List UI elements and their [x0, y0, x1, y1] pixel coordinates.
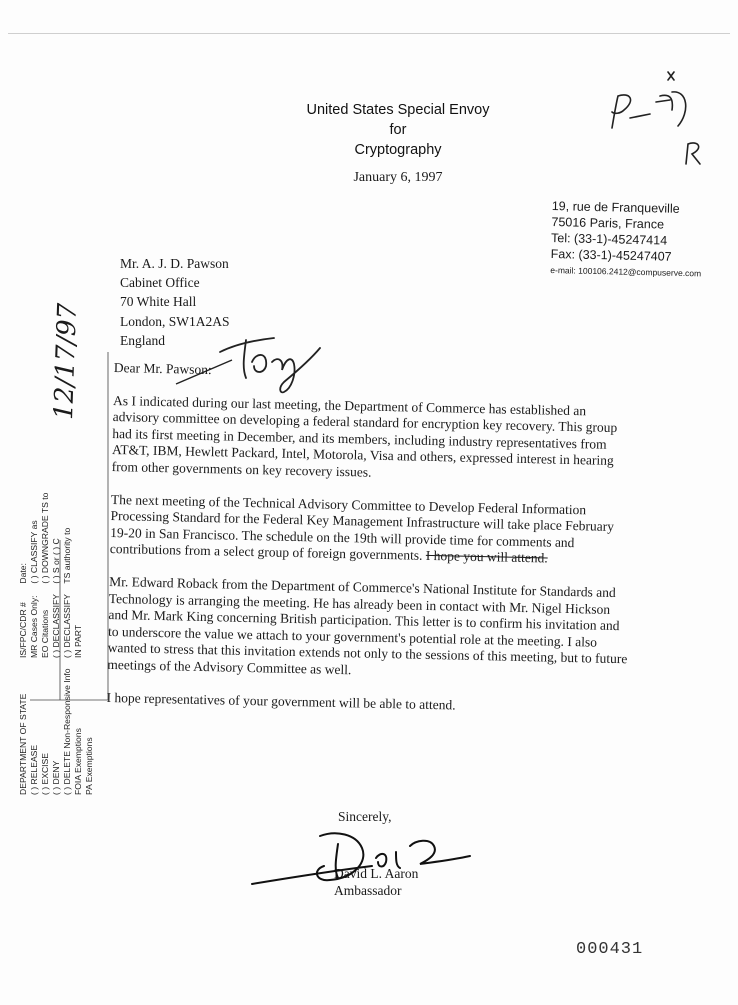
paragraph-4: I hope representatives of your government will be able to attend.: [106, 689, 456, 713]
stamp-pa: PA Exemptions: [84, 737, 94, 795]
stamp-deny: ( ) DENY: [51, 760, 61, 795]
sender-fax: Fax: (33-1)-45247407: [550, 246, 672, 264]
paragraph-2-text: The next meeting of the Technical Advisory Committee to Develop Federal Information Processing Standard for the Federal Key Management Infrastructure will take place February 19-20 in San Francisco. The schedule on the 19th will provide time for comments and contributions from a select group of foreign governments.: [109, 491, 615, 564]
stamp-declassify: ( ) DECLASSIFY: [51, 594, 61, 659]
recipient-block: [120, 254, 230, 350]
stamp-excise: ( ) EXCISE: [40, 752, 50, 795]
salutation: Dear Mr. Pawson:: [113, 360, 212, 378]
recipient-org: Cabinet Office: [120, 275, 200, 291]
letter-date: January 6, 1997: [353, 170, 443, 185]
stamp-s-or-c: ( ) S or ( ) C: [51, 538, 61, 584]
stamp-declassify-part: ( ) DECLASSIFY: [62, 594, 72, 659]
paragraph-1: As I indicated during our last meeting, the Department of Commerce has established an advisory committee on developing a federal standard for encryption key recovery. This group had its first meeting in December, and its members, including industry representatives from AT&T, IBM, Hewlett Packard, Intel, Motorola, Visa and others, expressed interest in hearing from other governments on key recovery issues.: [111, 392, 618, 480]
handwritten-date-text: 12/17/97: [49, 302, 84, 421]
recipient-street: 70 White Hall: [120, 294, 197, 310]
letterhead-line-1: United States Special Envoy: [306, 102, 490, 118]
recipient-country: England: [120, 332, 165, 348]
stamp-in-part: IN PART: [73, 624, 83, 659]
sender-email: e-mail: 100106.2412@compuserve.com: [550, 264, 702, 279]
declassification-stamp: [18, 485, 95, 795]
stamp-col-1: [18, 668, 95, 795]
stamp-eo-citations: EO Citations: [40, 609, 50, 659]
paragraph-2: [110, 492, 631, 570]
sender-tel: Tel: (33-1)-45247414: [550, 230, 668, 248]
paragraph-3: Mr. Edward Roback from the Department of Commerce's National Institute for Standards and Technology is arranging the meeting. He has already been in contact with Mr. Nigel Hickson and Mr. Mark King concerning British participation. This letter is to confirm his invitation and to underscore the value we attach to your government's potential role at the meeting. I also wanted to stress that this invitation extends not only to the sessions of this meeting, but to future meetings of the Advisory Committee as well.: [107, 573, 628, 678]
handwritten-date: [49, 302, 83, 420]
signer-block: [334, 865, 418, 899]
sender-street: 19, rue de Franqueville: [551, 198, 680, 216]
letterhead-line-3: Cryptography: [354, 142, 442, 158]
stamp-col-3: [18, 493, 73, 584]
stamp-classify-as: ( ) CLASSIFY as: [29, 520, 39, 584]
stamp-agency: DEPARTMENT OF STATE: [18, 693, 28, 795]
stamp-ts-authority: TS authority to: [62, 527, 72, 584]
stamp-downgrade: ( ) DOWNGRADE TS to: [40, 492, 50, 584]
letterhead: [0, 100, 738, 160]
stamp-date-label: Date:: [18, 563, 28, 584]
stamp-foia: FOIA Exemptions: [73, 728, 83, 795]
recipient-name: Mr. A. J. D. Pawson: [120, 256, 229, 271]
stamp-mr-cases: MR Cases Only:: [29, 595, 39, 659]
stamp-col-2: [18, 594, 84, 658]
letter-body: [106, 360, 634, 733]
document-number: 000431: [576, 940, 644, 959]
sender-address: [550, 198, 703, 281]
signer-title: Ambassador: [334, 883, 402, 898]
stamp-ref: IS/FPC/CDR #: [18, 602, 28, 659]
stamp-release: ( ) RELEASE: [29, 744, 39, 795]
recipient-city: London, SW1A2AS: [120, 313, 230, 329]
closing: Sincerely,: [338, 809, 392, 824]
stamp-delete: ( ) DELETE Non-Responsive Info: [62, 668, 72, 795]
struck-sentence: I hope you will attend.: [425, 548, 548, 566]
page-edge: [8, 33, 730, 34]
letterhead-line-2: for: [389, 122, 407, 138]
sender-city: 75016 Paris, France: [551, 214, 665, 232]
signer-name: David L. Aaron: [334, 866, 419, 881]
